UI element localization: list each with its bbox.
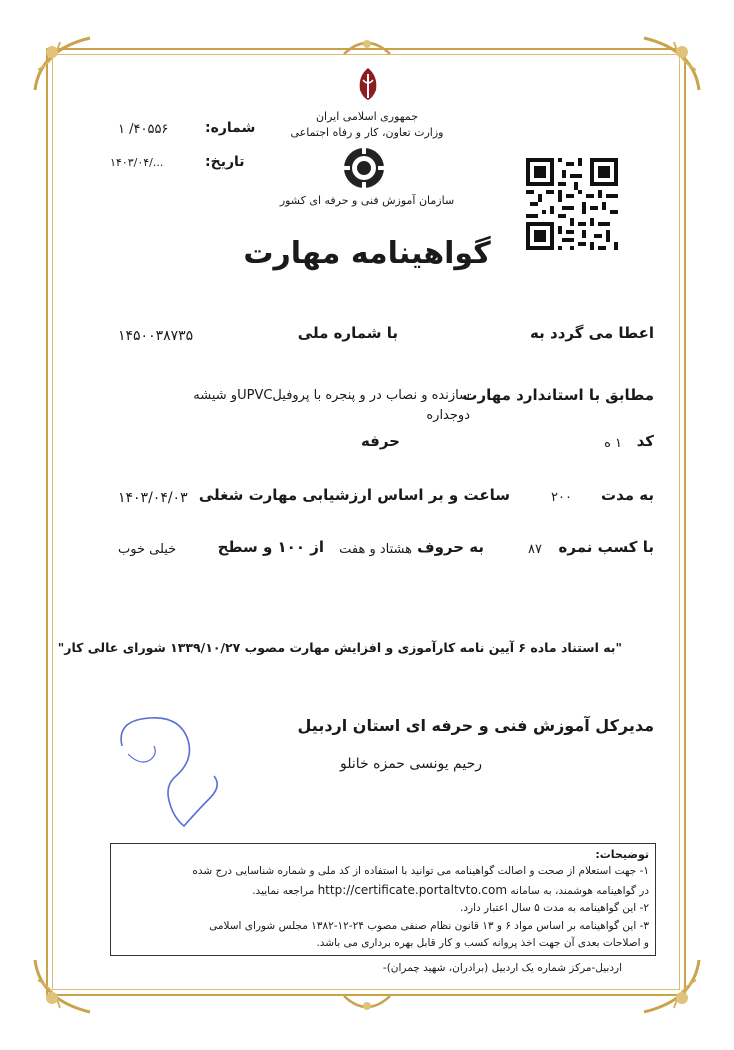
note-line-2-start: در گواهینامه هوشمند، به سامانه [510,885,649,897]
republic-name: جمهوری اسلامی ایران [315,110,419,123]
duration-value: ۲۰۰ [551,490,572,505]
code-label: کد [636,432,654,450]
profession-label: حرفه [360,432,400,450]
date-label: تاریخ: [205,154,245,170]
signatory-position: مدیرکل آموزش فنی و حرفه ای استان اردبیل [297,716,654,735]
date-value: ۱۴۰۳/۰۴/... [110,156,164,169]
signatory-name: رحیم یونسی حمزه خانلو [340,756,482,772]
standard-label: مطابق با استاندارد مهارت [462,386,654,404]
level-value: خیلی خوب [118,542,177,557]
certificate-url-link[interactable]: http://certificate.portaltvto.com [317,883,508,897]
notes-heading: توضیحات: [595,848,649,861]
issued-to-label: اعطا می گردد به [530,324,654,342]
corner-ornament-top-left [30,30,100,100]
ministry-name: وزارت تعاون، کار و رفاه اجتماعی [290,126,444,139]
score-label: با کسب نمره [558,538,654,556]
note-line-3: ۲- این گواهینامه به مدت ۵ سال اعتبار دارد. [460,902,649,914]
note-line-4: ۳- این گواهینامه بر اساس مواد ۶ و ۱۳ قانون نظام صنفی مصوب ۲۴-۱۲-۱۳۸۲ مجلس شورای اسلامی [209,920,649,932]
number-label: شماره: [205,120,256,136]
corner-ornament-bottom-left [30,950,100,1020]
national-id-value: ۱۴۵۰۰۳۸۷۳۵ [118,328,194,344]
corner-ornament-top-right [634,30,704,100]
standard-value-line1: سازنده و نصاب در و پنجره با پروفیلUPVCو شیشه [193,388,470,403]
top-center-ornament [342,36,392,60]
code-value: ۱ ه [604,436,622,451]
organization-name: سازمان آموزش فنی و حرفه ای کشور [279,194,455,207]
note-line-1: ۱- جهت استعلام از صحت و اصالت گواهینامه می توانید با استفاده از کد ملی و شماره شناسایی درج شده [192,865,649,877]
iran-emblem-icon [353,64,383,104]
national-id-label: با شماره ملی [297,324,398,342]
note-line-2 [252,883,649,897]
footer-address: اردبیل-مرکز شماره یک اردبیل (برادران، شهید چمران)- [382,962,622,974]
in-words-value: هشتاد و هفت [339,542,412,557]
corner-ornament-bottom-right [634,950,704,1020]
score-value: ۸۷ [528,542,542,557]
in-words-label: به حروف [417,538,484,556]
legal-citation: "به استناد ماده ۶ آیین نامه کارآموزی و افزایش مهارت مصوب ۱۳۳۹/۱۰/۲۷ شورای عالی کار" [57,640,622,655]
signature [110,706,240,836]
standard-value-line2: دوجداره [426,408,470,423]
notes-box [110,843,656,956]
duration-label: به مدت [601,486,654,504]
tvto-logo-icon [342,146,386,190]
number-value: ۱ /۴۰۵۵۶ [118,122,169,137]
duration-text: ساعت و بر اساس ارزشیابی مهارت شغلی [198,486,510,504]
certificate-title: گواهینامه مهارت [243,236,491,271]
out-of-label: از ۱۰۰ و سطح [217,538,324,556]
bottom-center-ornament [342,990,392,1014]
evaluation-date: ۱۴۰۳/۰۴/۰۳ [118,490,188,506]
note-line-5: و اصلاحات بعدی آن جهت اخذ پروانه کسب و کار قابل بهره برداری می باشد. [316,937,649,949]
note-line-2-end: مراجعه نمایید. [252,885,315,897]
